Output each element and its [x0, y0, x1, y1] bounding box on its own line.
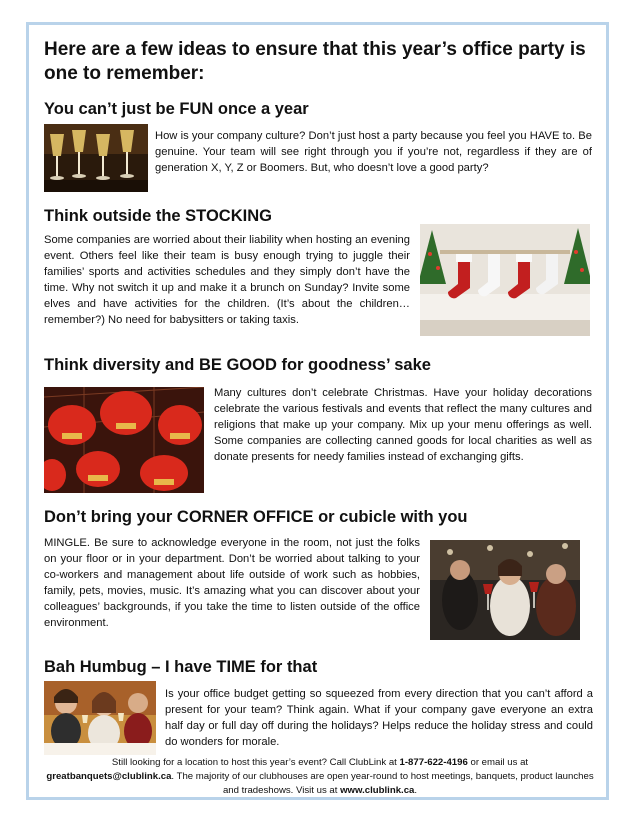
footer-website-link[interactable]: www.clublink.ca [340, 785, 415, 796]
section-heading-corner-office: Don’t bring your CORNER OFFICE or cubicle with you [44, 508, 468, 526]
section-heading-fun: You can’t just be FUN once a year [44, 100, 309, 118]
page-title: Here are a few ideas to ensure that this year’s office party is one to remember: [44, 39, 586, 84]
section-heading-time: Bah Humbug – I have TIME for that [44, 658, 318, 676]
footer-text-2: or email us at [467, 757, 529, 768]
red-lanterns-photo [44, 387, 204, 493]
dinner-toast-photo [44, 681, 156, 755]
footer-text-3: . The majority of our clubhouses are open year-round to host meetings, banquets, product launches and tradeshows. Visit us at [171, 771, 594, 796]
section-body-fun: How is your company culture? Don’t just host a party because you feel you HAVE to. Be genuine. Your team will see right through you if you’re not, regardless if they are of generation X, Y, Z or Boomers. But, who doesn’t love a good party? [155, 130, 592, 174]
section-body-diversity: Many cultures don’t celebrate Christmas. Have your holiday decorations celebrate the various festivals and events that reflect the many cultures and religions that make up your company. Mix up your menu offerings as well. Some companies are collecting canned goods for local charities as well as donate presents for needy families instead of exchanging gifts. [214, 387, 592, 463]
footer-email-link[interactable]: greatbanquets@clublink.ca [46, 771, 172, 782]
section-body-stocking: Some companies are worried about their liability when hosting an evening event. Others feel like their team is busy enough trying to juggle their families’ sports and activities schedules and they simply don’t have the time. Why not switch it up and make it a brunch on Sunday? Invite some elves and have activities for the children. (It’s about the children… remember?) No need for babysitters or taking taxis. [44, 234, 410, 326]
champagne-glasses-photo [44, 124, 148, 192]
section-heading-diversity: Think diversity and BE GOOD for goodness’ sake [44, 356, 431, 374]
footer-phone[interactable]: 1-877-622-4196 [399, 757, 468, 768]
section-body-corner-office: MINGLE. Be sure to acknowledge everyone in the room, not just the folks on your floor or in your department. Don’t be worried about talking to your co-workers and management about life outside of work such as hobbies, family, pets, movies, music. It’s amazing what you can discover about your colleagues’ backgrounds, if you take the time to listen outside of the office environment. [44, 537, 420, 629]
christmas-stockings-photo [420, 224, 590, 336]
footer-text-1: Still looking for a location to host this year’s event? Call ClubLink at [111, 757, 400, 768]
party-guests-photo [430, 540, 580, 640]
footer-contact [40, 756, 600, 798]
footer-text-end: . [414, 785, 418, 796]
section-heading-stocking: Think outside the STOCKING [44, 207, 272, 225]
section-body-time: Is your office budget getting so squeezed from every direction that you can’t afford a present for your team? Think again. What if your company gave everyone an extra half day or full day off during the holidays? Helps reduce the holiday stress and could do wonders for morale. [165, 688, 593, 748]
